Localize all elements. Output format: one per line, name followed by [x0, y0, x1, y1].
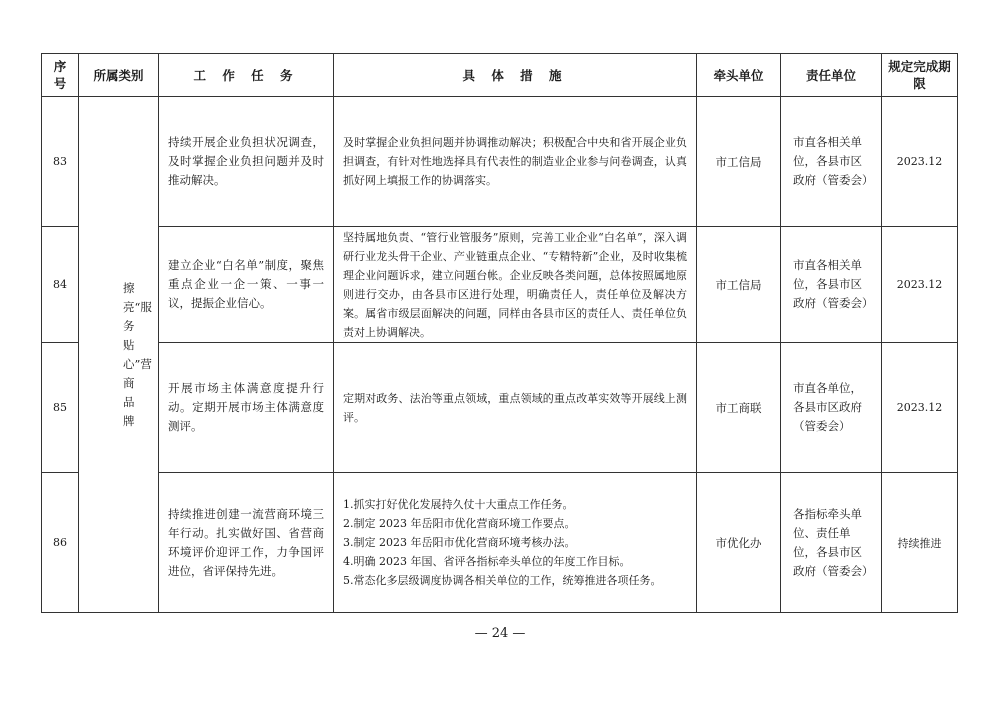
- measure-item: 1.抓实打好优化发展持久仗十大重点工作任务。: [343, 498, 574, 511]
- measure-item: 4.明确 2023 年国、省评各指标牵头单位的年度工作目标。: [343, 555, 631, 568]
- row-task: 持续推进创建一流营商环境三年行动。扎实做好国、省营商环境评价迎评工作，力争国评进位，省评保持先进。: [159, 473, 334, 613]
- row-lead-unit: 市工信局: [697, 227, 781, 343]
- header-category: 所属类别: [79, 54, 159, 97]
- row-measures: 及时掌握企业负担问题并协调推动解决；积极配合中央和省开展企业负担调查，有针对性地选择具有代表性的制造业企业参与问卷调查，认真抓好网上填报工作的协调落实。: [334, 97, 697, 227]
- row-deadline: 2023.12: [882, 343, 958, 473]
- row-seq: 84: [42, 227, 79, 343]
- table-row: [42, 97, 958, 227]
- measure-item: 2.制定 2023 年岳阳市优化营商环境工作要点。: [343, 517, 576, 530]
- row-seq: 83: [42, 97, 79, 227]
- row-responsible-unit: 各指标牵头单位、责任单位，各县市区政府（管委会）: [781, 473, 882, 613]
- row-measures: 定期对政务、法治等重点领域，重点领域的重点改革实效等开展线上测评。: [334, 343, 697, 473]
- row-lead-unit: 市工商联: [697, 343, 781, 473]
- measures-list: [343, 495, 687, 590]
- row-deadline: 2023.12: [882, 227, 958, 343]
- header-deadline: 规定完成期限: [882, 54, 958, 97]
- row-seq: 85: [42, 343, 79, 473]
- header-lead-unit: 牵头单位: [697, 54, 781, 97]
- row-measures: [334, 473, 697, 613]
- header-responsible-unit: 责任单位: [781, 54, 882, 97]
- row-responsible-unit: 市直各相关单位，各县市区政府（管委会）: [781, 227, 882, 343]
- row-deadline: 持续推进: [882, 473, 958, 613]
- row-responsible-unit: 市直各单位，各县市区政府（管委会）: [781, 343, 882, 473]
- row-task: 开展市场主体满意度提升行动。定期开展市场主体满意度测评。: [159, 343, 334, 473]
- header-seq: 序号: [42, 54, 79, 97]
- measure-item: 5.常态化多层级调度协调各相关单位的工作，统筹推进各项任务。: [343, 574, 662, 587]
- header-task: 工 作 任 务: [159, 54, 334, 97]
- task-table: [41, 53, 958, 613]
- category-cell: 擦亮“服务贴心”营商品牌: [79, 97, 159, 613]
- header-row: [42, 54, 958, 97]
- row-responsible-unit: 市直各相关单位，各县市区政府（管委会）: [781, 97, 882, 227]
- row-seq: 86: [42, 473, 79, 613]
- table-row: [42, 473, 958, 613]
- measure-item: 3.制定 2023 年岳阳市优化营商环境考核办法。: [343, 536, 576, 549]
- row-task: 建立企业“白名单”制度，聚焦重点企业一企一策、一事一议，提振企业信心。: [159, 227, 334, 343]
- row-task: 持续开展企业负担状况调查，及时掌握企业负担问题并及时推动解决。: [159, 97, 334, 227]
- row-measures: 坚持属地负责、“管行业管服务”原则，完善工业企业“白名单”，深入调研行业龙头骨干企业、产业链重点企业、“专精特新”企业，及时收集梳理企业问题诉求，建立问题台帐。企业反映各类问题，总体按照属地原则进行交办，由各县市区进行处理，明确责任人，责任单位及解决方案。属省市级层面解决的问题，同样由各县市区的责任人、责任单位负责对上协调解决。: [334, 227, 697, 343]
- header-measures: 具 体 措 施: [334, 54, 697, 97]
- table-row: [42, 343, 958, 473]
- row-deadline: 2023.12: [882, 97, 958, 227]
- row-lead-unit: 市工信局: [697, 97, 781, 227]
- table-row: [42, 227, 958, 343]
- row-lead-unit: 市优化办: [697, 473, 781, 613]
- page-number: — 24 —: [474, 626, 526, 641]
